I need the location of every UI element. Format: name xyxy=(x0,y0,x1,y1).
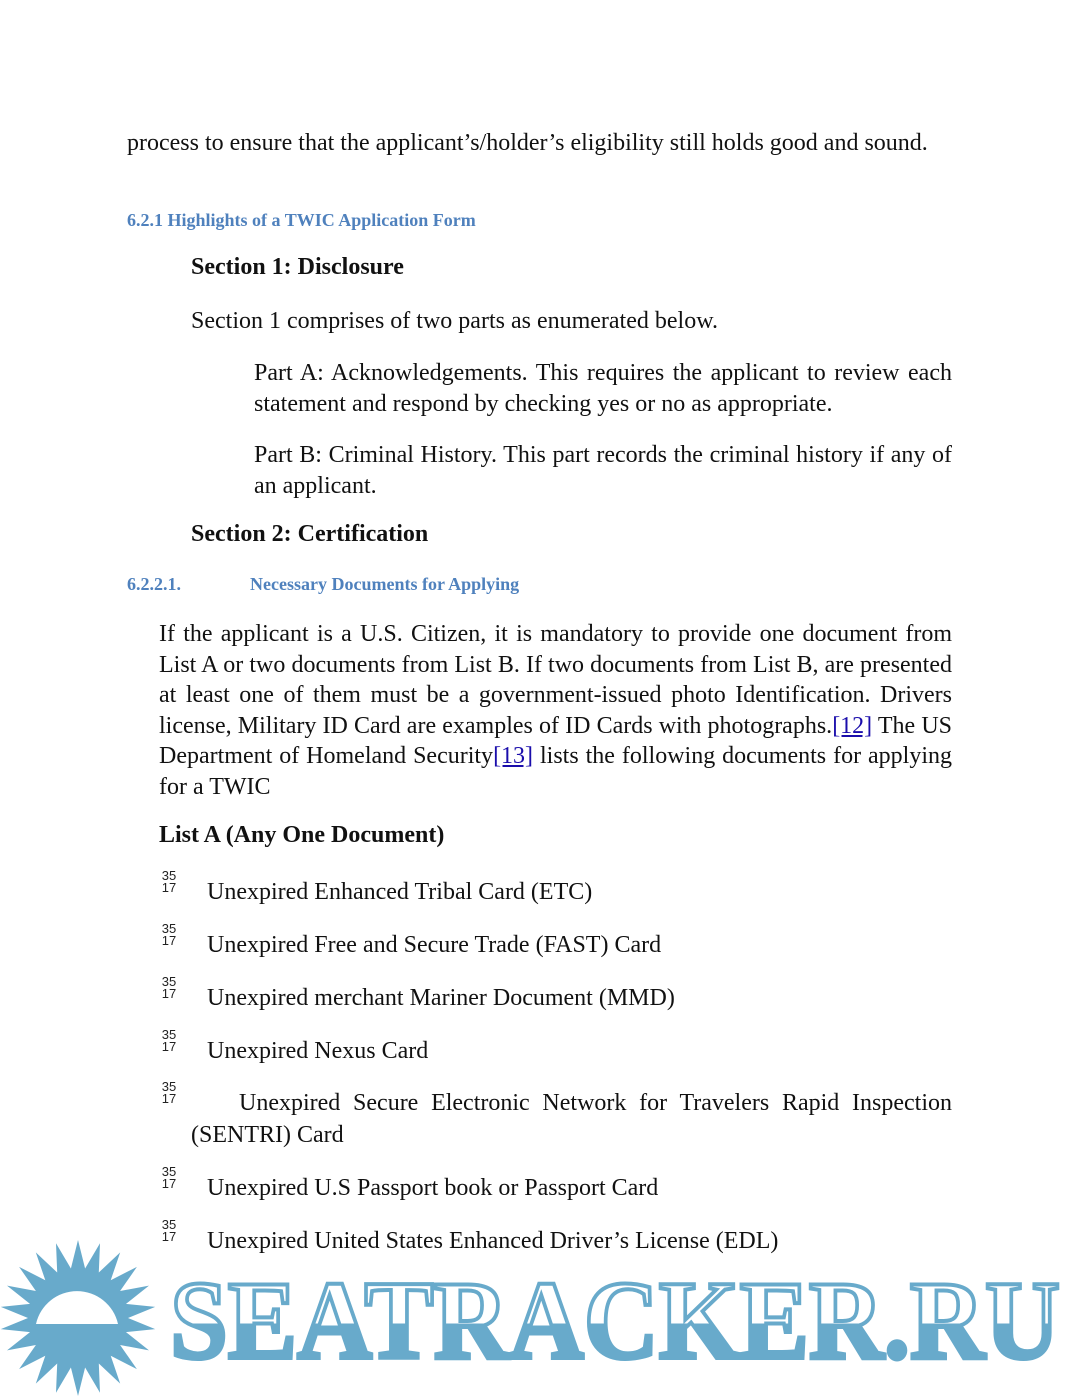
seatracker-watermark xyxy=(0,1238,1080,1397)
list-item-text: Unexpired Nexus Card xyxy=(207,1038,429,1064)
bullet-icon: 35 17 xyxy=(161,1079,177,1106)
documents-text-2: The US Department of Homeland Security xyxy=(159,712,953,769)
documents-text-1: If the applicant is a U.S. Citizen, it is mandatory to provide one document from List A or two documents from List B. If two documents from List B, are presented at least one of them must be a government-issued photo Identification. Drivers license, Military ID Card are examples of ID Cards with photographs. xyxy=(159,621,952,739)
bullet-icon: 35 17 xyxy=(161,921,177,948)
list-item-text: Unexpired merchant Mariner Document (MMD) xyxy=(207,985,675,1011)
reference-link-12[interactable]: [12] xyxy=(832,712,873,739)
intro-paragraph: process to ensure that the applicant’s/holder’s eligibility still holds good and sound. xyxy=(127,130,928,156)
list-item-text: Unexpired United States Enhanced Driver’s License (EDL) xyxy=(207,1228,779,1254)
section-1-text: Section 1 comprises of two parts as enumerated below. xyxy=(191,308,718,334)
documents-paragraph xyxy=(159,619,952,802)
heading-6-2-2-1: Necessary Documents for Applying xyxy=(250,574,520,594)
part-a-text: Part A: Acknowledgements. This requires the applicant to review each statement and respond by checking yes or no as appropriate. xyxy=(254,360,952,417)
bullet-icon: 35 17 xyxy=(161,868,177,895)
bullet-icon: 35 17 xyxy=(161,974,177,1001)
reference-link-13[interactable]: [13] xyxy=(493,743,534,769)
part-b-text: Part B: Criminal History. This part records the criminal history if any of an applicant. xyxy=(254,442,952,499)
heading-6-2-2-1-number: 6.2.2.1. xyxy=(127,574,181,594)
list-item xyxy=(159,1079,952,1151)
bullet-icon: 35 17 xyxy=(161,1027,177,1054)
list-item-text: Unexpired Secure Electronic Network for Travelers Rapid Inspection (SENTRI) Card xyxy=(191,1090,952,1148)
sun-logo-icon xyxy=(1,1240,155,1396)
list-a-title: List A (Any One Document) xyxy=(159,822,445,848)
list-item-text: Unexpired U.S Passport book or Passport Card xyxy=(207,1175,659,1201)
section-1-title: Section 1: Disclosure xyxy=(191,254,404,280)
list-item-text: Unexpired Free and Secure Trade (FAST) Card xyxy=(207,932,662,958)
watermark-text: SEATRACKER.RU xyxy=(170,1259,1060,1383)
bullet-icon: 35 17 xyxy=(161,1217,177,1244)
bullet-icon: 35 17 xyxy=(161,1164,177,1191)
documents-text-3: lists the following documents for applying for a TWIC xyxy=(159,743,952,800)
section-2-title: Section 2: Certification xyxy=(191,521,429,547)
list-item-text: Unexpired Enhanced Tribal Card (ETC) xyxy=(207,879,593,905)
heading-6-2-1: 6.2.1 Highlights of a TWIC Application Form xyxy=(127,210,476,230)
